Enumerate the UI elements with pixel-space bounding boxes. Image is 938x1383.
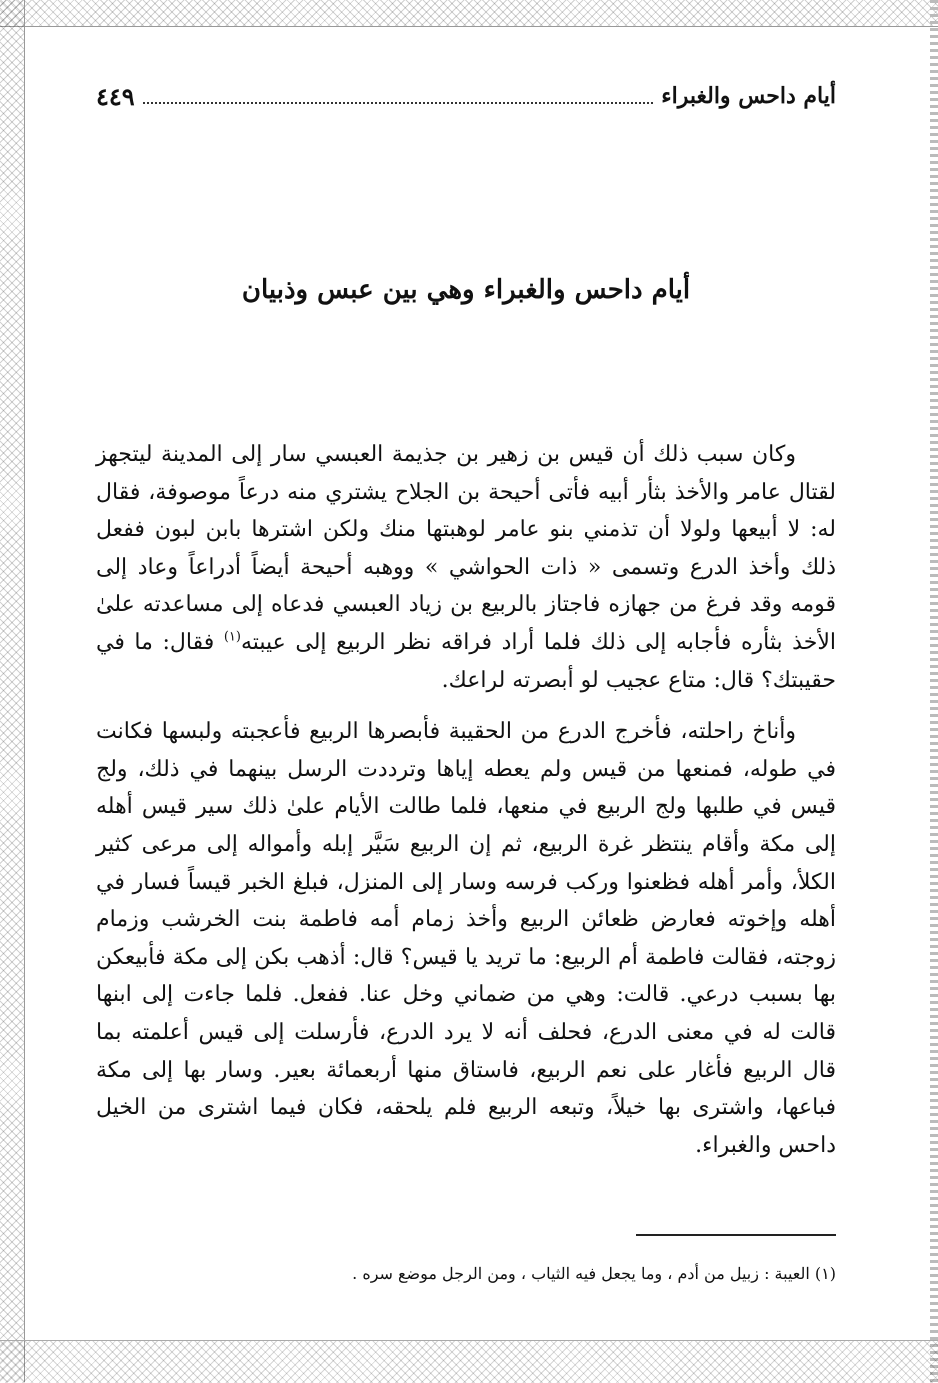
decorative-border-top	[0, 0, 938, 27]
decorative-border-left	[0, 0, 25, 1382]
paragraph-1	[96, 436, 836, 699]
running-header-title: أيام داحس والغبراء	[661, 83, 836, 109]
paragraph-2: وأناخ راحلته، فأخرج الدرع من الحقيبة فأبصرها الربيع فأعجبته ولبسها فكانت في طوله، فمنعها من قيس ولم يعطه إياها وترددت الرسل بينهما في ذلك، ولج قيس في طلبها ولج الربيع في منعها، فلما طالت الأيام علىٰ ذلك سير قيس أهله إلى مكة وأقام ينتظر غرة الربيع، ثم إن الربيع سَيَّر إبله وأمواله إلى مرعى كثير الكلأ، وأمر أهله فظعنوا وركب فرسه وسار إلى المنزل، فبلغ الخبر قيساً فسار في أهله وإخوته فعارض ظعائن الربيع وأخذ زمام أمه فاطمة بنت الخرشب وزمام زوجته، فقالت فاطمة أم الربيع: ما تريد يا قيس؟ قال: أذهب بكن إلى مكة فأبيعكن بها بسبب درعي. قالت: وهي من ضماني وخل عنا. ففعل. فلما جاءت إلى ابنها قالت له في معنى الدرع، فحلف أنه لا يرد الدرع، فأرسلت إلى قيس أعلمته بما قال الربيع فأغار على نعم الربيع، فاستاق منها أربعمائة بعير. وسار بها إلى مكة فباعها، واشترى بها خيلاً، وتبعه الربيع فلم يلحقه، فكان فيما اشترى من الخيل داحس والغبراء.	[96, 719, 837, 1158]
footnote-separator	[636, 1234, 836, 1236]
decorative-border-right	[930, 0, 938, 1382]
page-number: ٤٤٩	[96, 81, 135, 111]
header-dot-leader	[143, 88, 654, 104]
decorative-border-bottom	[0, 1340, 938, 1383]
body-text	[96, 436, 836, 1164]
footnote-reference: (١)	[223, 629, 241, 645]
footnote: (١) العيبة : زبيل من أدم ، وما يجعل فيه الثياب ، ومن الرجل موضع سره .	[352, 1264, 836, 1283]
paragraph-1-text-a: وكان سبب ذلك أن قيس بن زهير بن جذيمة العبسي سار إلى المدينة ليتجهز لقتال عامر والأخذ بثأر أبيه فأتى أحيحة بن الجلاح يشتري منه درعاً موصوفة، فقال له: لا أبيعها ولولا أن تذمني بنو عامر لوهبتها منك ولكن اشترها بابن لبون ففعل ذلك وأخذ الدرع وتسمى « ذات الحواشي » ووهبه أحيحة أيضاً أدراعاً وعاد إلى قومه وقد فرغ من جهازه فاجتاز بالربيع بن زياد العبسي فدعاه إلى مساعدته علىٰ الأخذ بثأره فأجابه إلى ذلك فلما أراد فراقه نظر الربيع إلى عيبته	[96, 442, 836, 655]
chapter-title: أيام داحس والغبراء وهي بين عبس وذبيان	[241, 275, 691, 305]
paragraph-1-text-b: فقال: ما في حقيبتك؟ قال: متاع عجيب لو أبصرته لراعك.	[96, 629, 836, 693]
running-header	[96, 76, 836, 116]
